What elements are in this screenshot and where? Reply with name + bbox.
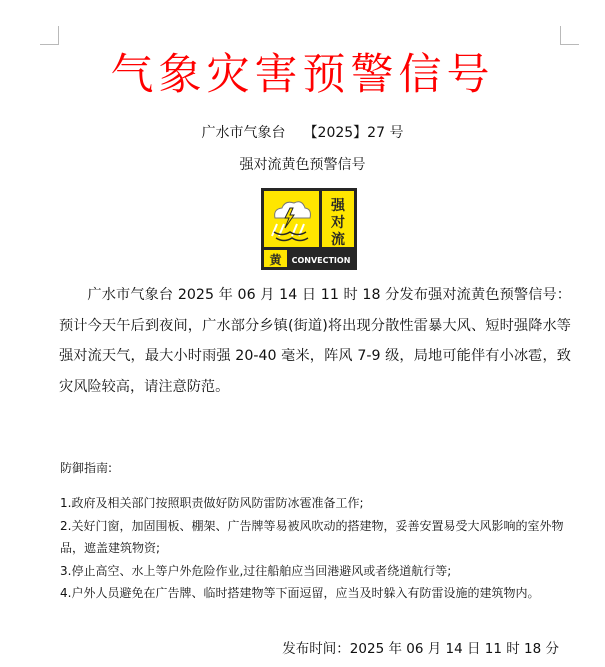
badge-label-char: 对 <box>331 215 345 231</box>
signal-name: 强对流黄色预警信号 <box>239 157 366 173</box>
issuer-name: 广水市气象台 <box>201 125 286 141</box>
guidance-item: 3.停止高空、水上等户外危险作业,过往船舶应当回港避风或者绕道航行等; <box>60 563 452 578</box>
badge-english-label: CONVECTION <box>291 256 351 265</box>
badge-label-char: 流 <box>331 232 345 248</box>
guidance-item: 2.关好门窗，加固围板、棚架、广告牌等易被风吹动的搭建物，妥善安置易受大风影响的室外物品，遮盖建筑物资; <box>60 518 564 555</box>
convection-yellow-warning-badge <box>261 188 357 270</box>
release-time: 发布时间：2025 年 06 月 14 日 11 时 18 分 <box>282 641 559 657</box>
document-number: 【2025】27 号 <box>303 125 404 141</box>
badge-level-char: 黄 <box>269 253 282 267</box>
warning-body-text: 广水市气象台 2025 年 06 月 14 日 11 时 18 分发布强对流黄色预警信号：预计今天午后到夜间，广水部分乡镇(街道)将出现分散性雷暴大风、短时强降水等强对流天气，最大小时雨强 20-40 毫米，阵风 7-9 级，局地可能伴有小冰雹，致灾风险较高，请注意防范。 <box>59 287 571 395</box>
guidance-item: 1.政府及相关部门按照职责做好防风防雷防冰雹准备工作; <box>60 496 364 510</box>
guidance-item: 4.户外人员避免在广告牌、临时搭建物等下面逗留，应当及时躲入有防雷设施的建筑物内。 <box>60 586 540 600</box>
guidance-title: 防御指南: <box>60 461 113 475</box>
guidance-list <box>60 492 570 605</box>
issuer-line <box>0 122 605 144</box>
document-title: 气象灾害预警信号 <box>110 50 495 100</box>
badge-label-char: 强 <box>331 198 345 214</box>
